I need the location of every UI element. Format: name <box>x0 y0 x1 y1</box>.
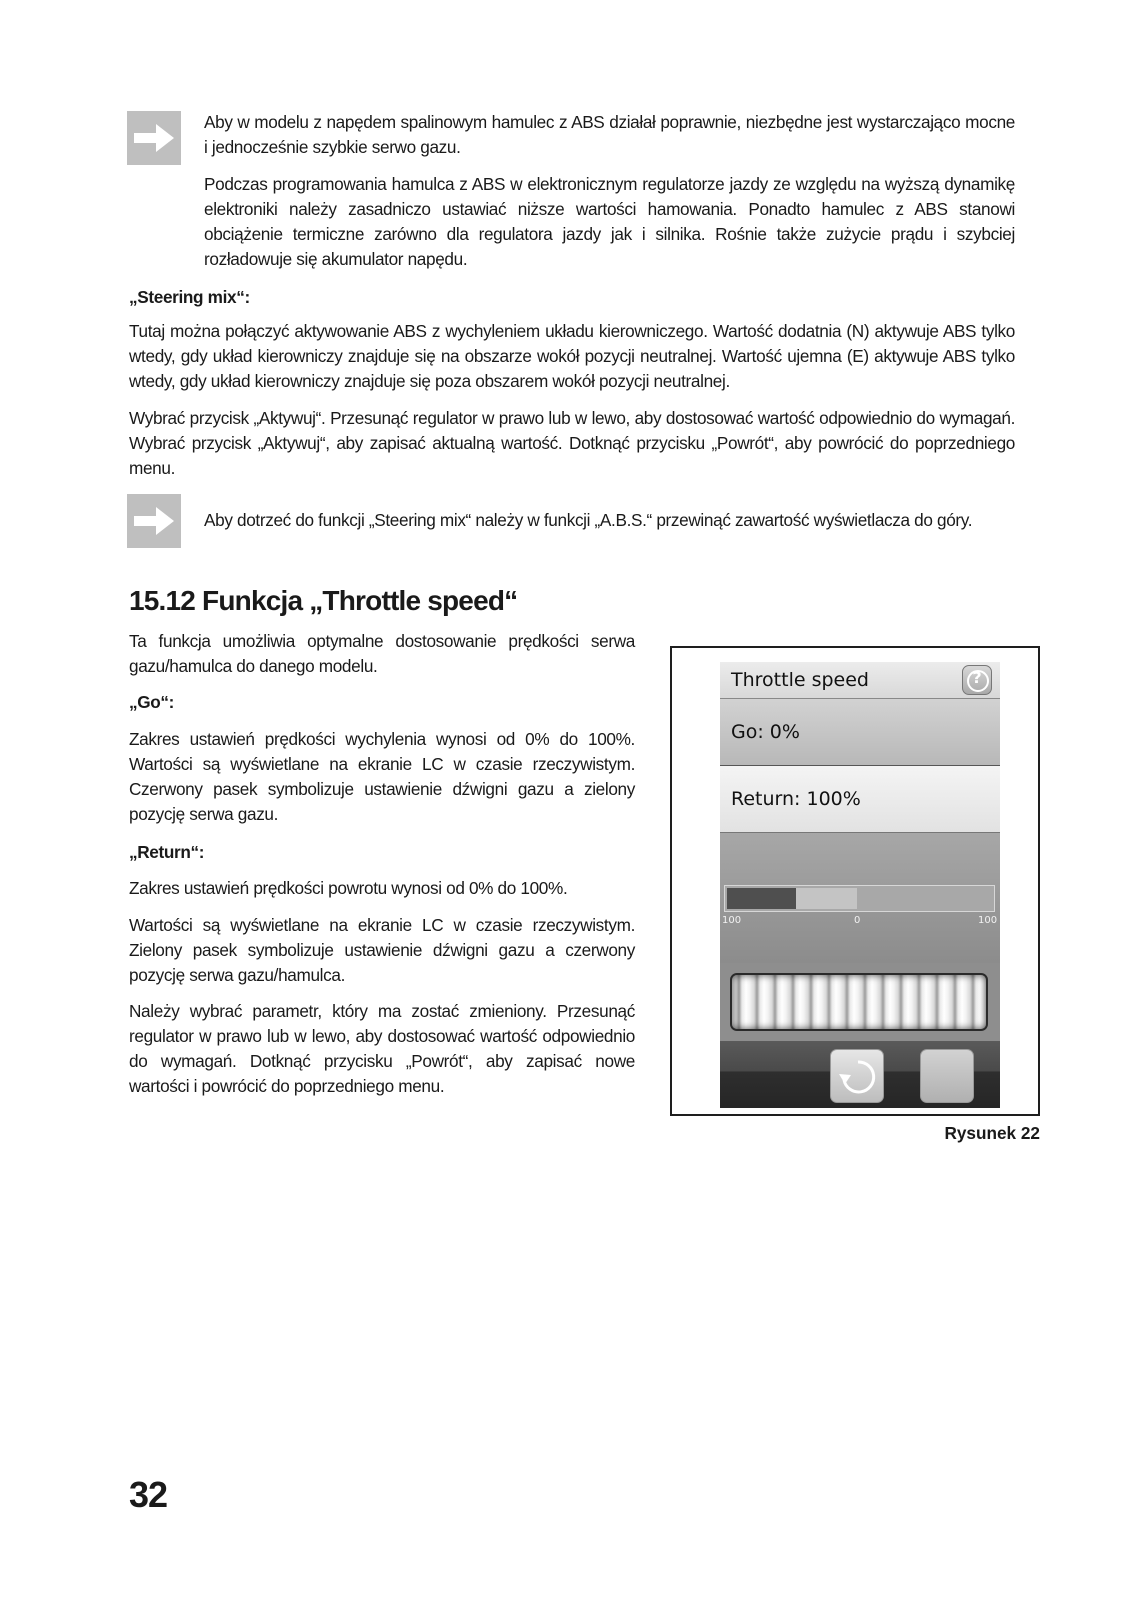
help-glyph: ? <box>972 668 982 687</box>
return-text1: Zakres ustawień prędkości powrotu wynosi od 0% do 100%. <box>129 878 568 898</box>
steering-heading: „Steering mix“: <box>129 287 250 307</box>
figure-throttle-speed <box>670 646 1040 1116</box>
return-text2: Wartości są wyświetlane na ekranie LC w czasie rzeczywistym. Zielony pasek symbolizuje ustawienie dźwigni gazu a czerwony pozycję serwa gazu/hamulca. <box>129 915 635 985</box>
page-number: 32 <box>129 1474 168 1515</box>
steering-paragraph2: Wybrać przycisk „Aktywuj“. Przesunąć regulator w prawo lub w lewo, aby dostosować wartość odpowiednio do wymagań. Wybrać przycisk „Aktywuj“, aby zapisać aktualną wartość. Dotknąć przycisku „Powrót“, aby powrócić do poprzedniego menu. <box>129 408 1015 478</box>
arrow-right-icon <box>127 494 181 548</box>
arrow-right-icon <box>127 111 181 165</box>
question-mark-icon[interactable] <box>962 665 992 695</box>
servo-bar <box>796 888 857 909</box>
return-label: Return: 100% <box>731 788 861 810</box>
section-intro: Ta funkcja umożliwia optymalne dostosowanie prędkości serwa gazu/hamulca do danego modelu. <box>129 631 635 676</box>
note1-paragraph1: Aby w modelu z napędem spalinowym hamulec z ABS działał poprawnie, niezbędne jest wystarczająco mocne i jednocześnie szybkie serwo gazu. <box>204 112 1015 157</box>
steering-paragraph1: Tutaj można połączyć aktywowanie ABS z wychyleniem układu kierowniczego. Wartość dodatnia (N) aktywuje ABS tylko wtedy, gdy układ kierowniczy znajduje się na obszarze wokół pozycji neutralnej. Wartość ujemna (E) aktywuje ABS tylko wtedy, gdy układ kierowniczy znajduje się poza obszarem wokół pozycji neutralnej. <box>129 321 1015 391</box>
go-setting-row[interactable] <box>720 699 1000 766</box>
scroll-wheel[interactable] <box>730 973 988 1031</box>
scale-right-label: 100 <box>978 915 998 926</box>
scale-left-label: 100 <box>722 915 742 926</box>
confirm-icon[interactable] <box>920 1049 974 1103</box>
speed-bar-area <box>720 833 1000 963</box>
go-text: Zakres ustawień prędkości wychylenia wynosi od 0% do 100%. Wartości są wyświetlane na ekranie LC w czasie rzeczywistym. Czerwony pasek symbolizuje ustawienie dźwigni gazu a zielony pozycję serwa gazu. <box>129 729 635 824</box>
screen-footer <box>720 1041 1000 1108</box>
screen-title: Throttle speed <box>731 669 869 691</box>
section-title: 15.12 Funkcja „Throttle speed“ <box>129 585 518 616</box>
speed-bar-track <box>724 885 995 912</box>
return-heading: „Return“: <box>129 842 205 862</box>
note2-text: Aby dotrzeć do funkcji „Steering mix“ należy w funkcji „A.B.S.“ przewinąć zawartość wyświetlacza do góry. <box>204 510 973 530</box>
scale-mid-label: 0 <box>854 915 861 926</box>
final-text: Należy wybrać parametr, który ma zostać zmieniony. Przesunąć regulator w prawo lub w lewo, aby dostosować wartość odpowiednio do wymagań. Dotknąć przycisku „Powrót“, aby zapisać nowe wartości i powrócić do poprzedniego menu. <box>129 1001 635 1096</box>
lcd-screen <box>720 662 1000 1108</box>
throttle-bar <box>727 888 796 909</box>
screen-title-bar <box>720 662 1000 699</box>
note1-paragraph2: Podczas programowania hamulca z ABS w elektronicznym regulatorze jazdy ze względu na wyższą dynamikę elektroniki należy zasadniczo ustawiać niższe wartości hamowania. Ponadto hamulec z ABS stanowi obciążenie termiczne zarówno dla regulatora jazdy jak i silnika. Rośnie także zużycie prądu i szybciej rozładowuje się akumulator napędu. <box>204 174 1015 269</box>
go-heading: „Go“: <box>129 692 175 712</box>
go-label: Go: 0% <box>731 721 800 743</box>
return-setting-row[interactable] <box>720 766 1000 833</box>
wheel-area <box>720 963 1000 1041</box>
figure-caption: Rysunek 22 <box>944 1123 1040 1143</box>
undo-arrow-icon[interactable] <box>830 1049 884 1103</box>
